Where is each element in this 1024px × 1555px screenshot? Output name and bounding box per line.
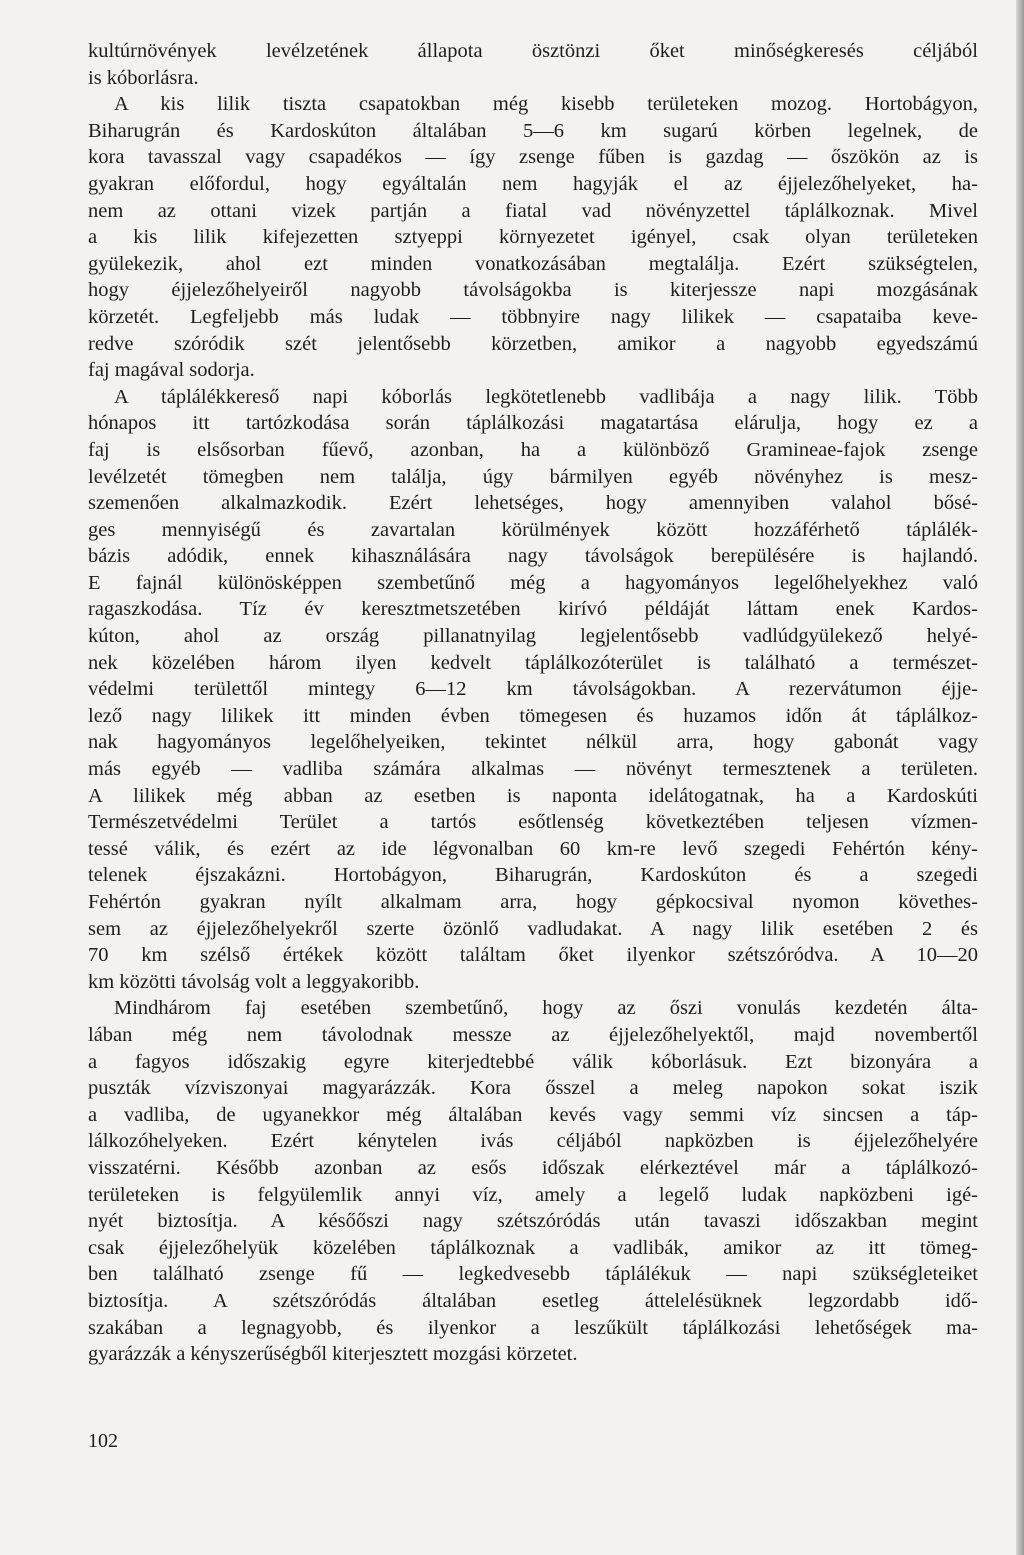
text-line: területeken is felgyülemlik annyi víz, amely a legelő ludak napközbeni igé- xyxy=(88,1183,978,1206)
body-text xyxy=(88,38,978,1368)
text-line: ben található zsenge fű — legkedvesebb táplálékuk — napi szükségleteiket xyxy=(88,1263,978,1286)
text-line: Mindhárom faj esetében szembetűnő, hogy az őszi vonulás kezdetén álta- xyxy=(114,997,978,1020)
text-line: más egyéb — vadliba számára alkalmas — növényt termesztenek a területen. xyxy=(88,758,978,781)
text-line: szemenően alkalmazkodik. Ezért lehetséges, hogy amennyiben valahol bősé- xyxy=(88,492,978,515)
text-line: bázis adódik, ennek kihasználására nagy távolságok berepülésére is hajlandó. xyxy=(88,545,978,568)
text-line: redve szóródik szét jelentősebb körzetben, amikor a nagyobb egyedszámú xyxy=(88,332,978,355)
text-line: hogy éjjelezőhelyeiről nagyobb távolságokba is kiterjessze napi mozgásának xyxy=(88,279,978,302)
page-number: 102 xyxy=(88,1430,118,1452)
text-line: ges mennyiségű és zavartalan körülmények között hozzáférhető táplálék- xyxy=(88,518,978,541)
text-line: a kis lilik kifejezetten sztyeppi környezetet igényel, csak olyan területeken xyxy=(88,226,978,249)
text-line: tessé válik, és ezért az ide légvonalban 60 km-re levő szegedi Fehértón kény- xyxy=(88,837,978,860)
text-line: hónapos itt tartózkodása során táplálkozási magatartása elárulja, hogy ez a xyxy=(88,412,978,435)
text-line: levélzetét tömegben nem találja, úgy bármilyen egyéb növényhez is mesz- xyxy=(88,465,978,488)
text-line: szakában a legnagyobb, és ilyenkor a leszűkült táplálkozási lehetőségek ma- xyxy=(88,1316,978,1339)
page-edge-shadow xyxy=(1016,0,1024,1555)
text-line: kora tavasszal vagy csapadékos — így zsenge fűben is gazdag — őszökön az is xyxy=(88,146,978,169)
text-line: gyarázzák a kényszerűségből kiterjesztett mozgási körzetet. xyxy=(88,1343,578,1366)
text-line: lálkozóhelyeken. Ezért kénytelen ivás céljából napközben is éjjelezőhelyére xyxy=(88,1130,978,1153)
text-line: 70 km szélső értékek között találtam őket ilyenkor szétszóródva. A 10—20 xyxy=(88,944,978,967)
text-line: telenek éjszakázni. Hortobágyon, Biharugrán, Kardoskúton és a szegedi xyxy=(88,864,978,887)
text-line: E fajnál különösképpen szembetűnő még a hagyományos legelőhelyekhez való xyxy=(88,571,978,594)
text-line: gyakran előfordul, hogy egyáltalán nem hagyják el az éjjelezőhelyeket, ha- xyxy=(88,172,978,195)
text-line: lában még nem távolodnak messze az éjjelezőhelyektől, majd novembertől xyxy=(88,1023,978,1046)
text-line: nem az ottani vizek partján a fiatal vad növényzettel táplálkoznak. Mivel xyxy=(88,199,978,222)
text-line: a vadliba, de ugyanekkor még általában kevés vagy semmi víz sincsen a táp- xyxy=(88,1103,978,1126)
text-line: csak éjjelezőhelyük közelében táplálkoznak a vadlibák, amikor az itt tömeg- xyxy=(88,1236,978,1259)
text-line: km közötti távolság volt a leggyakoribb. xyxy=(88,970,420,993)
text-line: nek közelében három ilyen kedvelt táplálkozóterület is található a természet- xyxy=(88,651,978,674)
text-line: gyülekezik, ahol ezt minden vonatkozásában megtalálja. Ezért szükségtelen, xyxy=(88,252,978,275)
text-line: A lilikek még abban az esetben is naponta idelátogatnak, ha a Kardoskúti xyxy=(88,784,978,807)
text-line: körzetét. Legfeljebb más ludak — többnyire nagy lilikek — csapataiba keve- xyxy=(88,305,978,328)
text-line: is kóborlásra. xyxy=(88,66,199,89)
text-line: Biharugrán és Kardoskúton általában 5—6 km sugarú körben legelnek, de xyxy=(88,119,978,142)
text-line: puszták vízviszonyai magyarázzák. Kora ősszel a meleg napokon sokat iszik xyxy=(88,1077,978,1100)
text-line: A kis lilik tiszta csapatokban még kisebb területeken mozog. Hortobágyon, xyxy=(114,93,978,116)
text-line: A táplálékkereső napi kóborlás legkötetlenebb vadlibája a nagy lilik. Több xyxy=(114,385,978,408)
text-line: kúton, ahol az ország pillanatnyilag legjelentősebb vadlúdgyülekező helyé- xyxy=(88,625,978,648)
text-line: Természetvédelmi Terület a tartós esőtlenség következtében teljesen vízmen- xyxy=(88,811,978,834)
text-line: a fagyos időszakig egyre kiterjedtebbé válik kóborlásuk. Ezt bizonyára a xyxy=(88,1050,978,1073)
text-line: faj is elsősorban fűevő, azonban, ha a különböző Gramineae-fajok zsenge xyxy=(88,438,978,461)
text-line: faj magával sodorja. xyxy=(88,359,255,382)
text-line: nak hagyományos legelőhelyeiken, tekintet nélkül arra, hogy gabonát vagy xyxy=(88,731,978,754)
text-line: védelmi területtől mintegy 6—12 km távolságokban. A rezervátumon éjje- xyxy=(88,678,978,701)
text-line: biztosítja. A szétszóródás általában esetleg áttelelésüknek legzordabb idő- xyxy=(88,1289,978,1312)
text-line: lező nagy lilikek itt minden évben tömegesen és huzamos időn át táplálkoz- xyxy=(88,704,978,727)
text-line: kultúrnövények levélzetének állapota ösztönzi őket minőségkeresés céljából xyxy=(88,40,978,62)
text-line: ragaszkodása. Tíz év keresztmetszetében kirívó példáját láttam enek Kardos- xyxy=(88,598,978,621)
text-line: Fehértón gyakran nyílt alkalmam arra, hogy gépkocsival nyomon követhes- xyxy=(88,891,978,913)
text-line: sem az éjjelezőhelyekről szerte özönlő vadludakat. A nagy lilik esetében 2 és xyxy=(88,917,978,940)
text-line: visszatérni. Később azonban az esős időszak elérkeztével már a táplálkozó- xyxy=(88,1156,978,1179)
text-line: nyét biztosítja. A későőszi nagy szétszóródás után tavaszi időszakban megint xyxy=(88,1210,978,1233)
